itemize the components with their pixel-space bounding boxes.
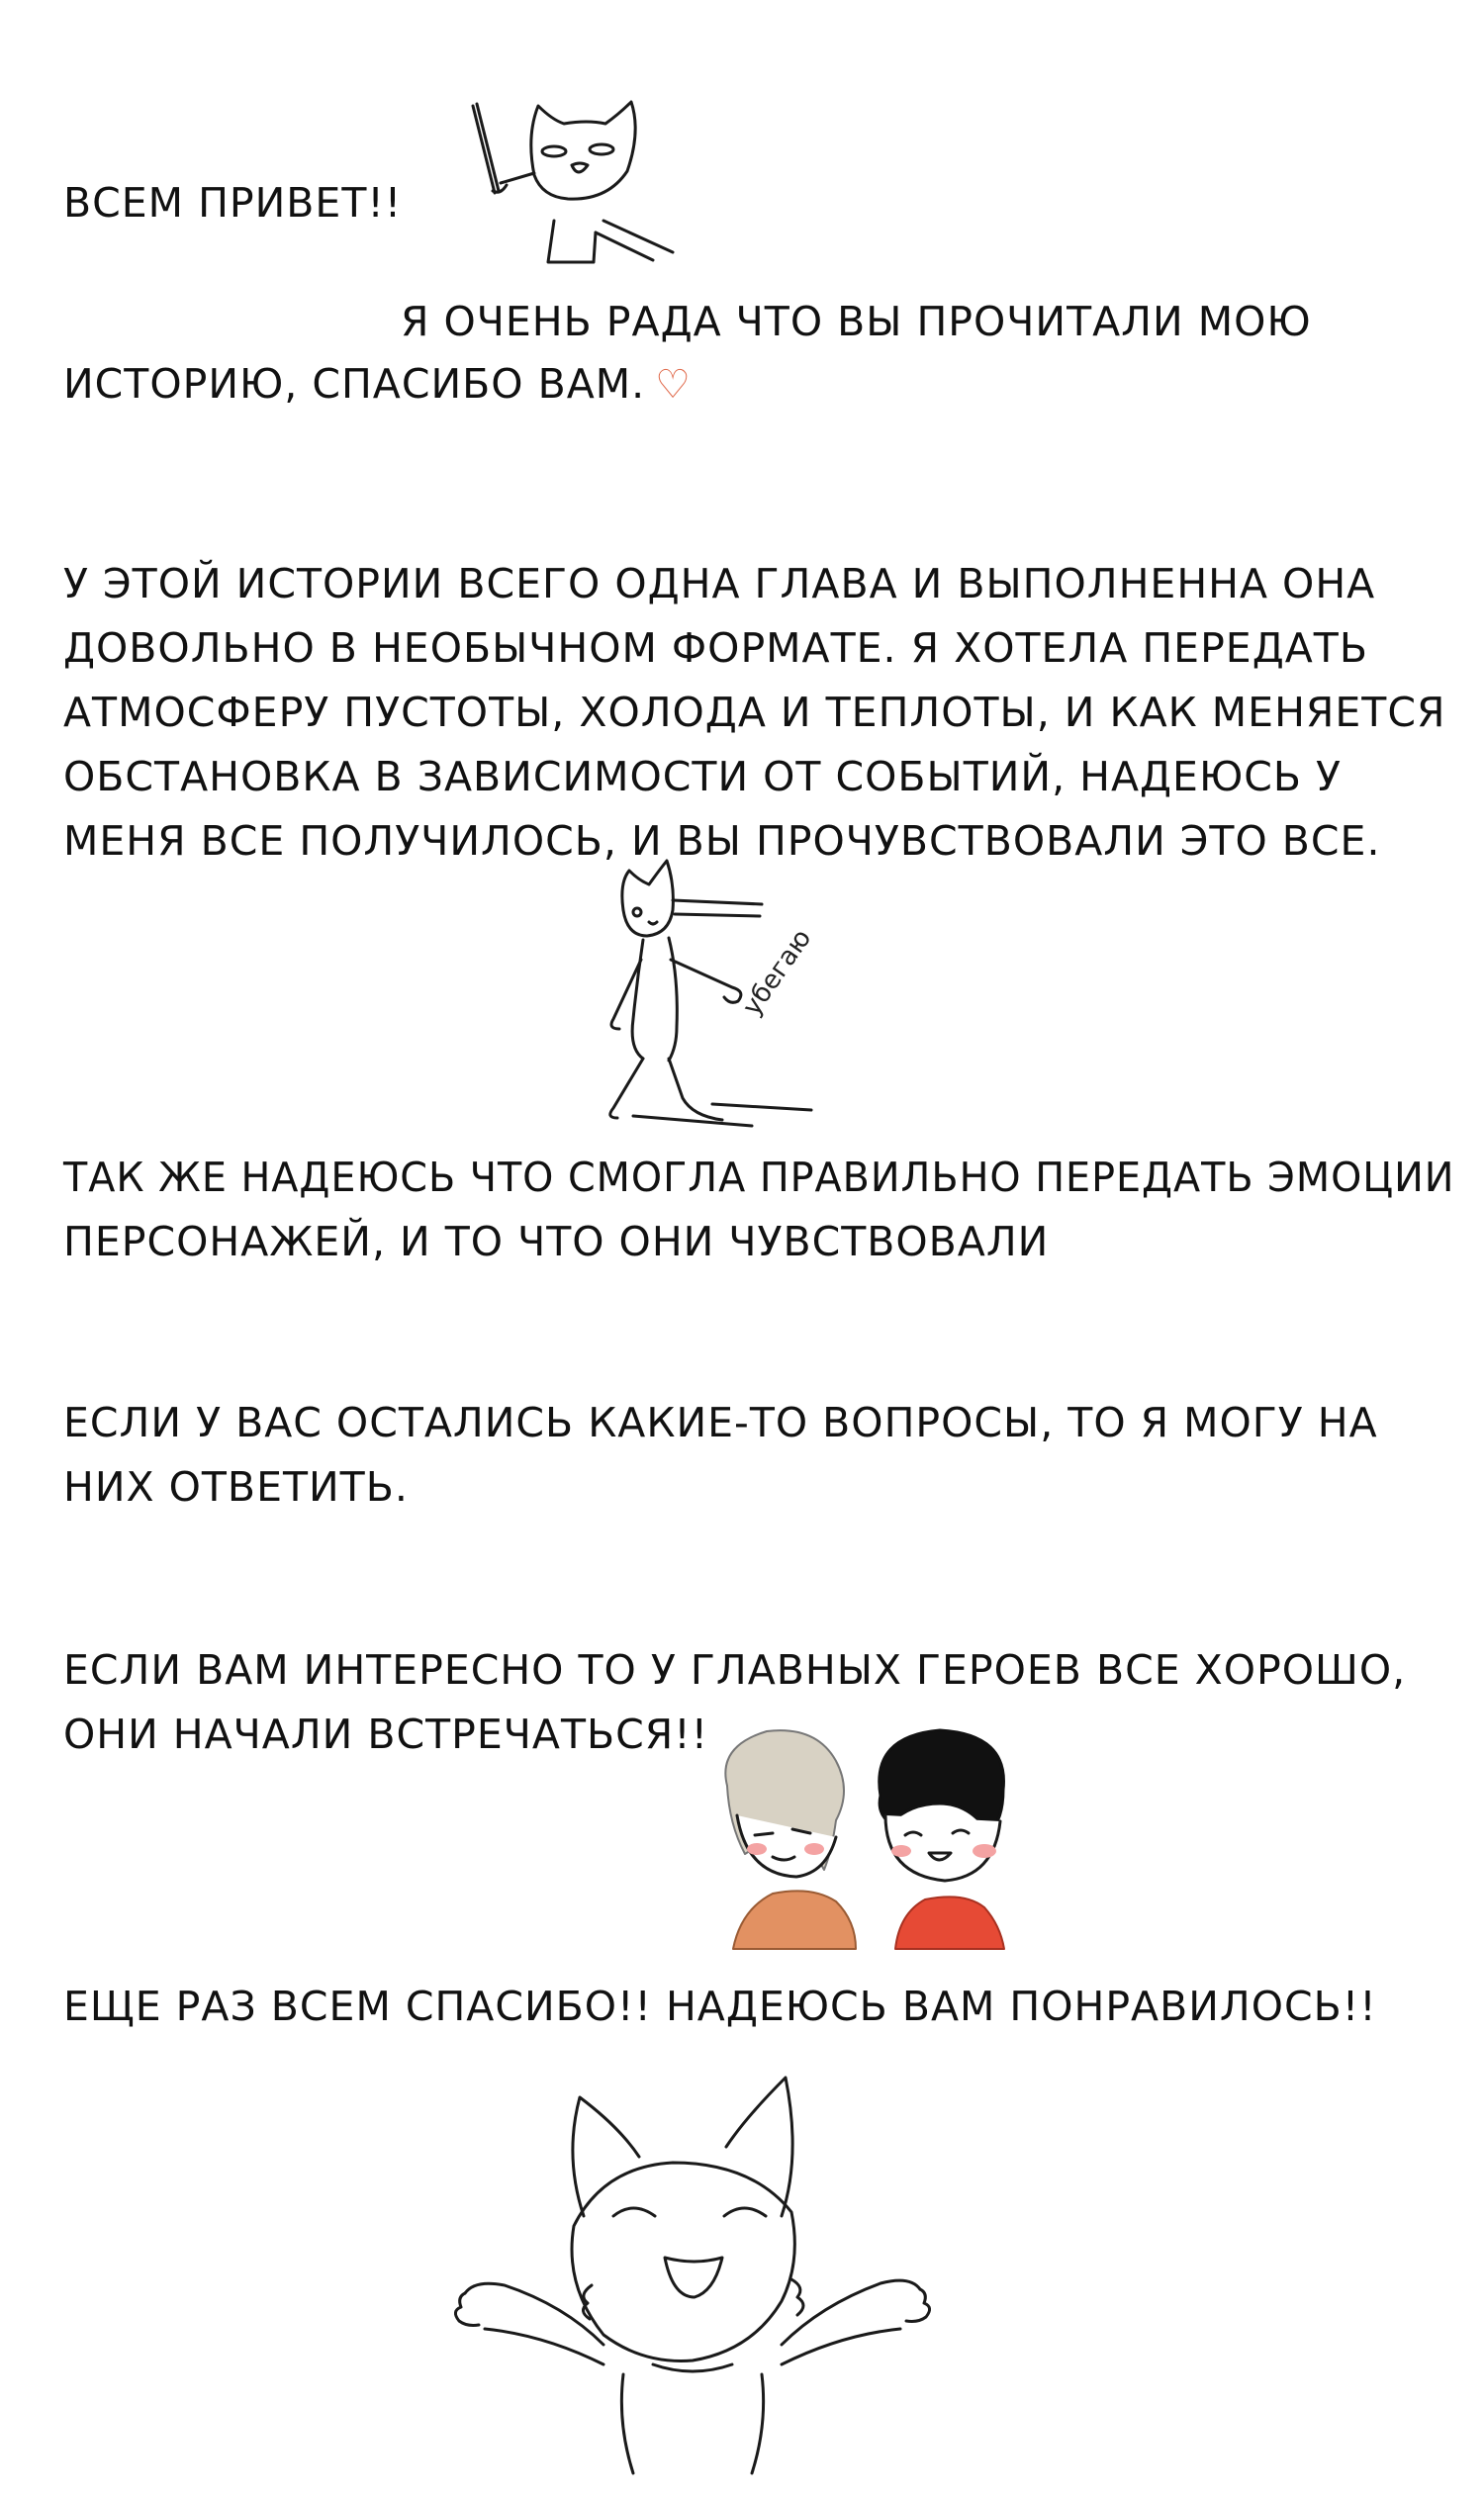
intro-line-1: Я ОЧЕНЬ РАДА ЧТО ВЫ ПРОЧИТАЛИ МОЮ: [401, 298, 1312, 345]
questions-line-1: ЕСЛИ У ВАС ОСТАЛИСЬ КАКИЕ-ТО ВОПРОСЫ, ТО Я МОГУ НА: [63, 1399, 1378, 1446]
about-line-4: ОБСТАНОВКА В ЗАВИСИМОСТИ ОТ СОБЫТИЙ, НАДЕЮСЬ У: [63, 753, 1342, 800]
about-line-3: АТМОСФЕРУ ПУСТОТЫ, ХОЛОДА И ТЕПЛОТЫ, И КАК МЕНЯЕТСЯ: [63, 689, 1446, 736]
intro-line-2-text: ИСТОРИЮ, СПАСИБО ВАМ.: [63, 360, 646, 408]
thanks-text: ЕЩЕ РАЗ ВСЕМ СПАСИБО!! НАДЕЮСЬ ВАМ ПОНРАВИЛОСЬ!!: [63, 1983, 1377, 2030]
greeting-text: ВСЕМ ПРИВЕТ!!: [63, 179, 403, 227]
intro-line-2: [63, 360, 693, 408]
cat-with-pen-drawing: [465, 94, 693, 282]
walking-cat-drawing: [594, 861, 871, 1138]
about-line-5: МЕНЯ ВСЕ ПОЛУЧИЛОСЬ, И ВЫ ПРОЧУВСТВОВАЛИ ЭТО ВСЕ.: [63, 817, 1381, 865]
questions-line-2: НИХ ОТВЕТИТЬ.: [63, 1463, 409, 1511]
walking-cat-caption: убегаю: [737, 923, 818, 1022]
about-line-2: ДОВОЛЬНО В НЕОБЫЧНОМ ФОРМАТЕ. Я ХОТЕЛА ПЕРЕДАТЬ: [63, 624, 1368, 672]
heart-icon: ♡: [655, 362, 693, 408]
couple-drawing: [697, 1726, 1034, 1954]
heroes-line-1: ЕСЛИ ВАМ ИНТЕРЕСНО ТО У ГЛАВНЫХ ГЕРОЕВ ВСЕ ХОРОШО,: [63, 1646, 1407, 1694]
emotions-line-1: ТАК ЖЕ НАДЕЮСЬ ЧТО СМОГЛА ПРАВИЛЬНО ПЕРЕДАТЬ ЭМОЦИИ: [63, 1154, 1455, 1201]
heroes-line-2: ОНИ НАЧАЛИ ВСТРЕЧАТЬСЯ!!: [63, 1711, 709, 1758]
cat-open-arms-drawing: [455, 2068, 920, 2483]
emotions-line-2: ПЕРСОНАЖЕЙ, И ТО ЧТО ОНИ ЧУВСТВОВАЛИ: [63, 1218, 1050, 1265]
about-line-1: У ЭТОЙ ИСТОРИИ ВСЕГО ОДНА ГЛАВА И ВЫПОЛНЕННА ОНА: [63, 560, 1376, 607]
